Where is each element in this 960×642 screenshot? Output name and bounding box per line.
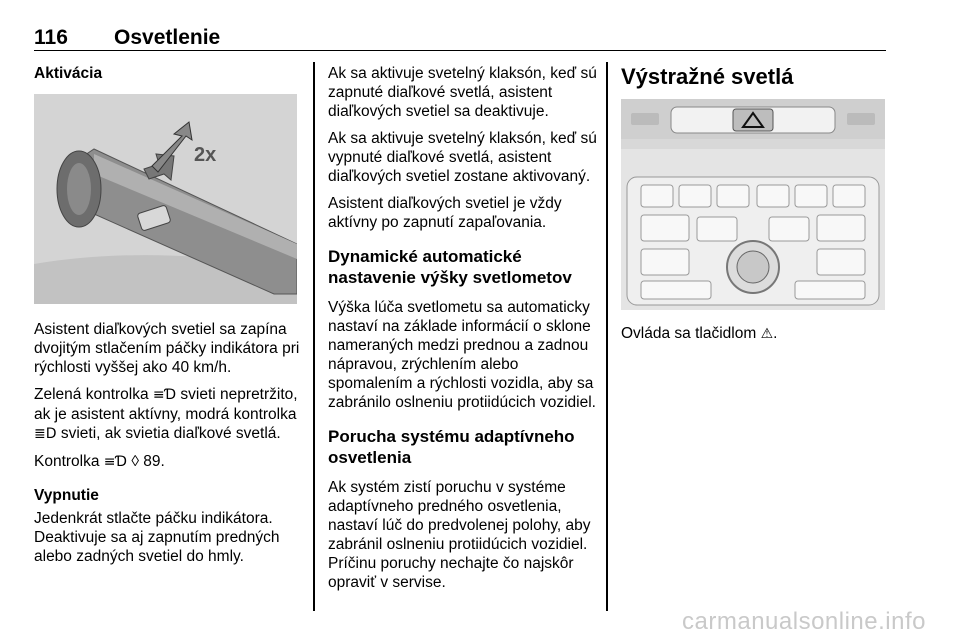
heading-hazard-lights: Výstražné svetlá — [621, 64, 794, 89]
high-beam-assist-icon: ≡Ɗ — [152, 387, 177, 403]
paragraph-hazard-button: Ovláda sa tlačidlom ⚠. — [621, 325, 778, 342]
high-beam-icon: ≣D — [34, 426, 57, 442]
column-middle — [328, 64, 598, 600]
column-right-body — [621, 324, 886, 352]
center-console-illustration — [621, 99, 885, 310]
subheading-deactivation: Vypnutie — [34, 487, 99, 504]
heading-dynamic-leveling: Dynamické automatické nastavenie výšky svetlometov — [328, 247, 572, 287]
paragraph-deactivation: Jedenkrát stlačte páčku indikátora. Deaktivuje sa aj zapnutím predných alebo zadných svetiel do hmly. — [34, 510, 280, 565]
paragraph-flash-on: Ak sa aktivuje svetelný klaksón, keď sú zapnuté diaľkové svetlá, asistent diaľkových svetiel sa deaktivuje. — [328, 65, 597, 120]
figure-label-2x: 2x — [194, 144, 217, 166]
column-left — [34, 64, 304, 87]
page-number: 116 — [34, 26, 68, 49]
stalk-illustration — [34, 94, 297, 304]
chapter-title: Osvetlenie — [114, 26, 221, 49]
column-right — [621, 64, 886, 96]
subheading-activation: Aktivácia — [34, 65, 103, 82]
paragraph-always-active: Asistent diaľkových svetiel je vždy aktívny po zapnutí zapaľovania. — [328, 195, 562, 231]
column-divider-1 — [313, 62, 315, 611]
column-divider-2 — [606, 62, 608, 611]
high-beam-assist-icon: ≡Ɗ — [103, 454, 127, 470]
paragraph-adaptive-fault: Ak systém zistí poruchu v systéme adaptívneho predného osvetlenia, nastaví lúč do predvolenej polohy, aby zabránil oslneniu protiidúcich vozidiel. Príčinu poruchy nechajte čo najskôr opraviť v servise. — [328, 479, 591, 591]
paragraph-activation: Asistent diaľkových svetiel sa zapína dvojitým stlačením páčky indikátora pri rýchlosti vyššej ako 40 km/h. — [34, 321, 300, 376]
page-reference: ◊ 89. — [131, 453, 165, 470]
hazard-warning-icon: ⚠ — [760, 326, 774, 342]
paragraph-reference: Kontrolka ≡Ɗ ◊ 89. — [34, 453, 165, 470]
heading-adaptive-fault: Porucha systému adaptívneho osvetlenia — [328, 427, 575, 467]
paragraph-dynamic-leveling: Výška lúča svetlometu sa automaticky nastaví na základe informácií o sklone nameraných medzi prednou a zadnou nápravou, zrýchlením alebo spomalením a rýchlosti vozidla, aby sa zabránilo oslneniu protiidúcich vozidiel. — [328, 299, 596, 411]
paragraph-indicators: Zelená kontrolka ≡Ɗ svieti nepretržito, ak je asistent aktívny, modrá kontrolka ≣D svieti, ak svietia diaľkové svetlá. — [34, 386, 298, 442]
page-header — [34, 26, 886, 51]
watermark: carmanualsonline.info — [682, 608, 926, 635]
paragraph-flash-off: Ak sa aktivuje svetelný klaksón, keď sú vypnuté diaľkové svetlá, asistent diaľkových svetiel zostane aktivovaný. — [328, 130, 597, 185]
column-left-body — [34, 320, 304, 574]
